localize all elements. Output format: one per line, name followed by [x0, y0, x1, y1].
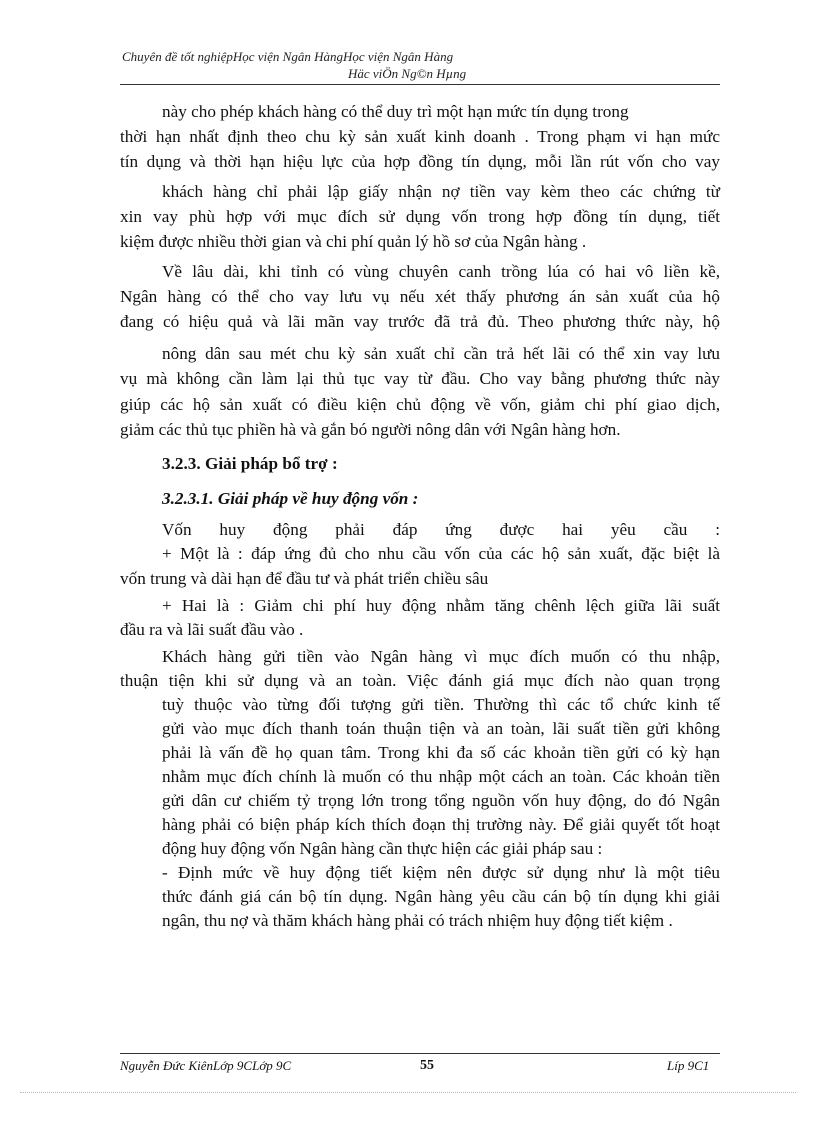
body-line: thời hạn nhất định theo chu kỳ sản xuất kinh doanh . Trong phạm vi hạn mức: [120, 127, 720, 146]
body-line: gửi vào mục đích thanh toán thuận tiện và an toàn, lãi suất tiền gửi không: [162, 719, 720, 738]
body-line: đang có hiệu quả và lãi mãn vay trước đã trả đủ. Theo phương thức này, hộ: [120, 312, 720, 331]
body-line: vụ mà không cần làm lại thủ tục vay từ đầu. Cho vay bằng phương thức này: [120, 369, 720, 388]
body-line: + Hai là : Giảm chi phí huy động nhằm tăng chênh lệch giữa lãi suất: [162, 596, 720, 615]
footer-class: Líp 9C1: [667, 1058, 710, 1073]
body-line: đầu ra và lãi suất đầu vào .: [120, 620, 304, 639]
body-line: + Một là : đáp ứng đủ cho nhu cầu vốn của các hộ sản xuất, đặc biệt là: [162, 544, 720, 563]
body-line: động huy động vốn Ngân hàng cần thực hiện các giải pháp sau :: [162, 839, 603, 858]
body-line: nhằm mục đích chính là muốn có thu nhập một cách an toàn. Các khoản tiền: [162, 767, 720, 786]
body-line: ngân, thu nợ và thăm khách hàng phải có trách nhiệm huy động tiết kiệm .: [162, 911, 673, 930]
body-line: khách hàng chỉ phải lập giấy nhận nợ tiền vay kèm theo các chứng từ: [162, 182, 720, 201]
body-line: thức đánh giá cán bộ tín dụng. Ngân hàng yêu cầu cán bộ tín dụng khi giải: [162, 887, 720, 906]
header-title: Chuyên đề tốt nghiệpHọc viện Ngân HàngHọc viện Ngân Hàng: [122, 49, 454, 64]
page-bottom-dotted-line: [20, 1092, 796, 1093]
header-subtitle: Häc viÖn Ng©n Hµng: [348, 66, 467, 81]
subsection-heading: 3.2.3.1. Giải pháp về huy động vốn :: [162, 489, 419, 508]
body-line: xin vay phù hợp với mục đích sử dụng vốn trong hợp đồng tín dụng, tiết: [120, 207, 720, 226]
body-line: Ngân hàng có thể cho vay lưu vụ nếu xét thấy phương án sản xuất của hộ: [120, 287, 720, 306]
page-number: 55: [420, 1058, 434, 1073]
body-line: kiệm được nhiều thời gian và chi phí quản lý hồ sơ của Ngân hàng .: [120, 232, 587, 251]
body-line: - Định mức về huy động tiết kiệm nên được sử dụng như là một tiêu: [162, 863, 720, 882]
body-line: nông dân sau mét chu kỳ sản xuất chỉ cần trả hết lãi có thể xin vay lưu: [162, 344, 720, 363]
body-line: thuận tiện khi sử dụng và an toàn. Việc đánh giá mục đích nào quan trọng: [120, 671, 720, 690]
section-heading: 3.2.3. Giải pháp bổ trợ :: [162, 454, 338, 473]
body-line: Về lâu dài, khi tỉnh có vùng chuyên canh trồng lúa có hai vô liền kề,: [162, 262, 720, 281]
header-rule: [120, 84, 720, 85]
body-line: phải là vấn đề họ quan tâm. Trong khi đa số các khoản tiền gửi có kỳ hạn: [162, 743, 720, 762]
body-line: giảm các thủ tục phiền hà và gắn bó người nông dân với Ngân hàng hơn.: [120, 420, 621, 439]
body-line: Vốn huy động phải đáp ứng được hai yêu cầu :: [162, 520, 720, 539]
body-line: giúp các hộ sản xuất có điều kiện chủ động về vốn, giảm chi phí giao dịch,: [120, 395, 720, 414]
body-line: tín dụng và thời hạn hiệu lực của hợp đồng tín dụng, mỗi lần rút vốn cho vay: [120, 152, 720, 171]
body-line: hàng phải có biện pháp kích thích đoạn thị trường này. Để giải quyết tốt hoạt: [162, 815, 720, 834]
footer-author: Nguyễn Đức KiênLớp 9CLớp 9C: [120, 1058, 292, 1073]
footer-rule: [120, 1053, 720, 1054]
body-line: Khách hàng gửi tiền vào Ngân hàng vì mục đích muốn có thu nhập,: [162, 647, 720, 666]
body-line: tuỳ thuộc vào từng đối tượng gửi tiền. Thường thì các tổ chức kinh tế: [162, 695, 720, 714]
body-line: gửi dân cư chiếm tỷ trọng lớn trong tổng nguồn vốn huy động, do đó Ngân: [162, 791, 720, 810]
body-line: này cho phép khách hàng có thể duy trì một hạn mức tín dụng trong: [162, 102, 629, 121]
body-line: vốn trung và dài hạn để đầu tư và phát triển chiều sâu: [120, 569, 489, 588]
